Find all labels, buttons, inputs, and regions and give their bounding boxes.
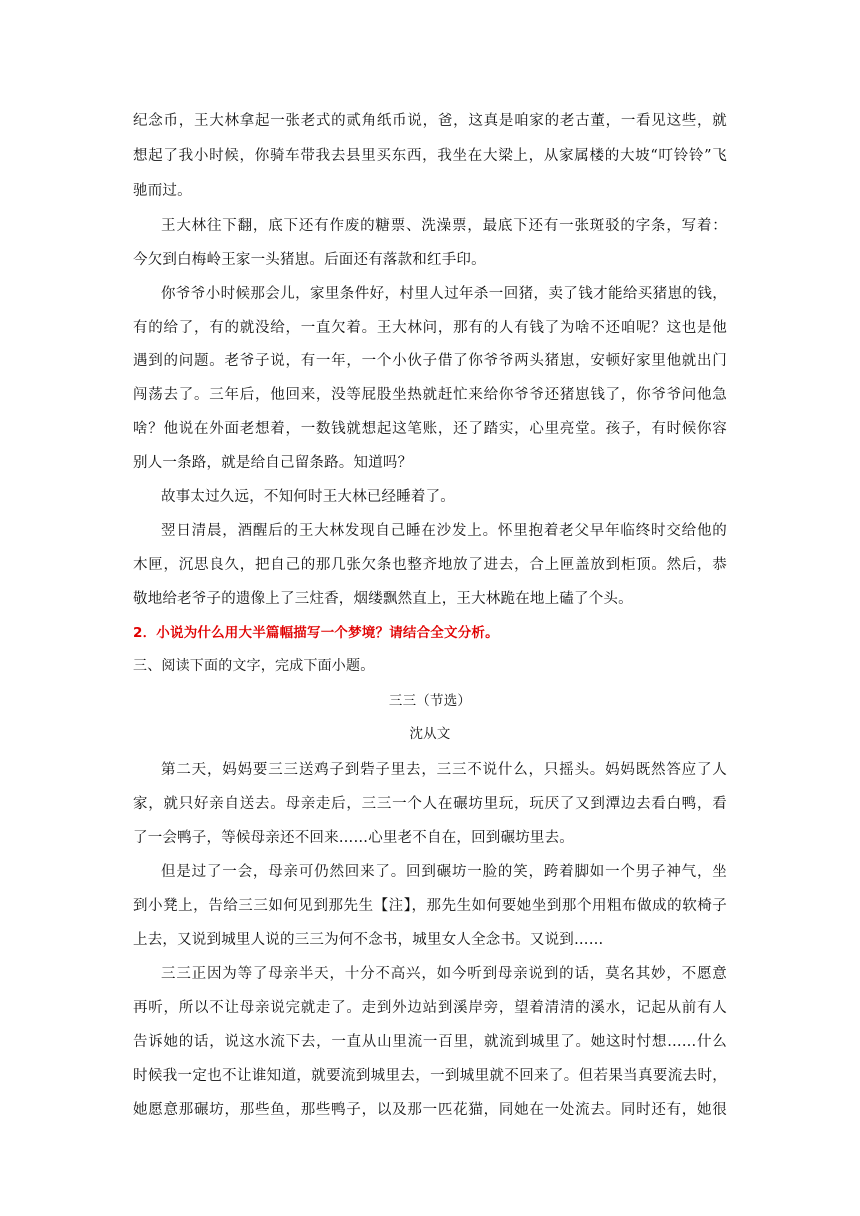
text-line: 敬地给老爷子的遗像上了三炷香，烟缕飘然直上，王大林跪在地上磕了个头。 (133, 591, 633, 607)
text-line: 你爷爷小时候那会儿，家里条件好，村里人过年杀一回猪，卖了钱才能给买猪崽的钱， (161, 286, 727, 302)
text-line: 驰而过。 (133, 183, 192, 199)
text-line: 她愿意那碾坊，那些鱼，那些鸭子，以及那一匹花猫，同她在一处流去。同时还有，她很 (133, 1102, 727, 1118)
text-line: 三三正因为等了母亲半天，十分不高兴，如今听到母亲说到的话，莫名其妙，不愿意 (161, 966, 727, 982)
text-line: 遇到的问题。老爷子说，有一年，一个小伙子借了你爷爷两头猪崽，安顿好家里他就出门 (133, 353, 727, 369)
section-heading: 三、阅读下面的文字，完成下面小题。 (133, 658, 375, 674)
text-line: 今欠到白梅岭王家一头猪崽。后面还有落款和红手印。 (133, 252, 486, 268)
text-line: 想起了我小时候，你骑车带我去县里买东西，我坐在大梁上，从家属楼的大坡“叮铃铃”飞 (133, 148, 727, 164)
passage-author: 沈从文 (409, 726, 451, 742)
text-line: 再听，所以不让母亲说完就走了。走到外边站到溪岸旁，望着清清的溪水，记起从前有人 (133, 1000, 727, 1016)
text-line: 纪念币，王大林拿起一张老式的贰角纸币说，爸，这真是咱家的老古董，一看见这些，就 (133, 113, 727, 129)
question-2: 2．小说为什么用大半篇幅描写一个梦境？请结合全文分析。 (133, 625, 499, 641)
text-line: 故事太过久远，不知何时王大林已经睡着了。 (161, 489, 455, 505)
text-line: 上去，又说到城里人说的三三为何不念书，城里女人全念书。又说到…… (133, 932, 604, 948)
text-line: 翌日清晨，酒醒后的王大林发现自己睡在沙发上。怀里抱着老父早年临终时交给他的 (161, 523, 727, 539)
text-line: 啥？他说在外面老想着，一数钱就想起这笔账，还了踏实，心里亮堂。孩子，有时候你容 (133, 421, 727, 437)
text-line: 到小凳上，告给三三如何见到那先生【注】，那先生如何要她坐到那个用粗布做成的软椅子 (133, 898, 727, 914)
text-line: 王大林往下翻，底下还有作废的糖票、洗澡票，最底下还有一张斑驳的字条，写着： (161, 218, 727, 234)
text-line: 第二天，妈妈要三三送鸡子到砦子里去，三三不说什么，只摇头。妈妈既然答应了人 (161, 762, 727, 778)
passage-title: 三三（节选） (388, 693, 472, 709)
text-line: 闯荡去了。三年后，他回来，没等屁股坐热就赶忙来给你爷爷还猪崽钱了，你爷爷问他急 (133, 387, 727, 403)
text-line: 别人一条路，就是给自己留条路。知道吗？ (133, 455, 413, 471)
text-line: 家，就只好亲自送去。母亲走后，三三一个人在碾坊里玩，玩厌了又到潭边去看白鸭，看 (133, 796, 727, 812)
text-line: 有的给了，有的就没给，一直欠着。王大林问，那有的人有钱了为啥不还咱呢？这也是他 (133, 320, 727, 336)
text-line: 了一会鸭子，等候母亲还不回来……心里老不自在，回到碾坊里去。 (133, 830, 574, 846)
text-line: 时候我一定也不让谁知道，就要流到城里去，一到城里就不回来了。但若果当真要流去时， (133, 1068, 727, 1084)
text-line: 但是过了一会，母亲可仍然回来了。回到碾坊一脸的笑，跨着脚如一个男子神气，坐 (161, 864, 727, 880)
text-line: 告诉她的话，说这水流下去，一直从山里流一百里，就流到城里了。她这时忖想……什么 (133, 1034, 727, 1050)
text-line: 木匣，沉思良久，把自己的那几张欠条也整齐地放了进去，合上匣盖放到柜顶。然后，恭 (133, 557, 727, 573)
